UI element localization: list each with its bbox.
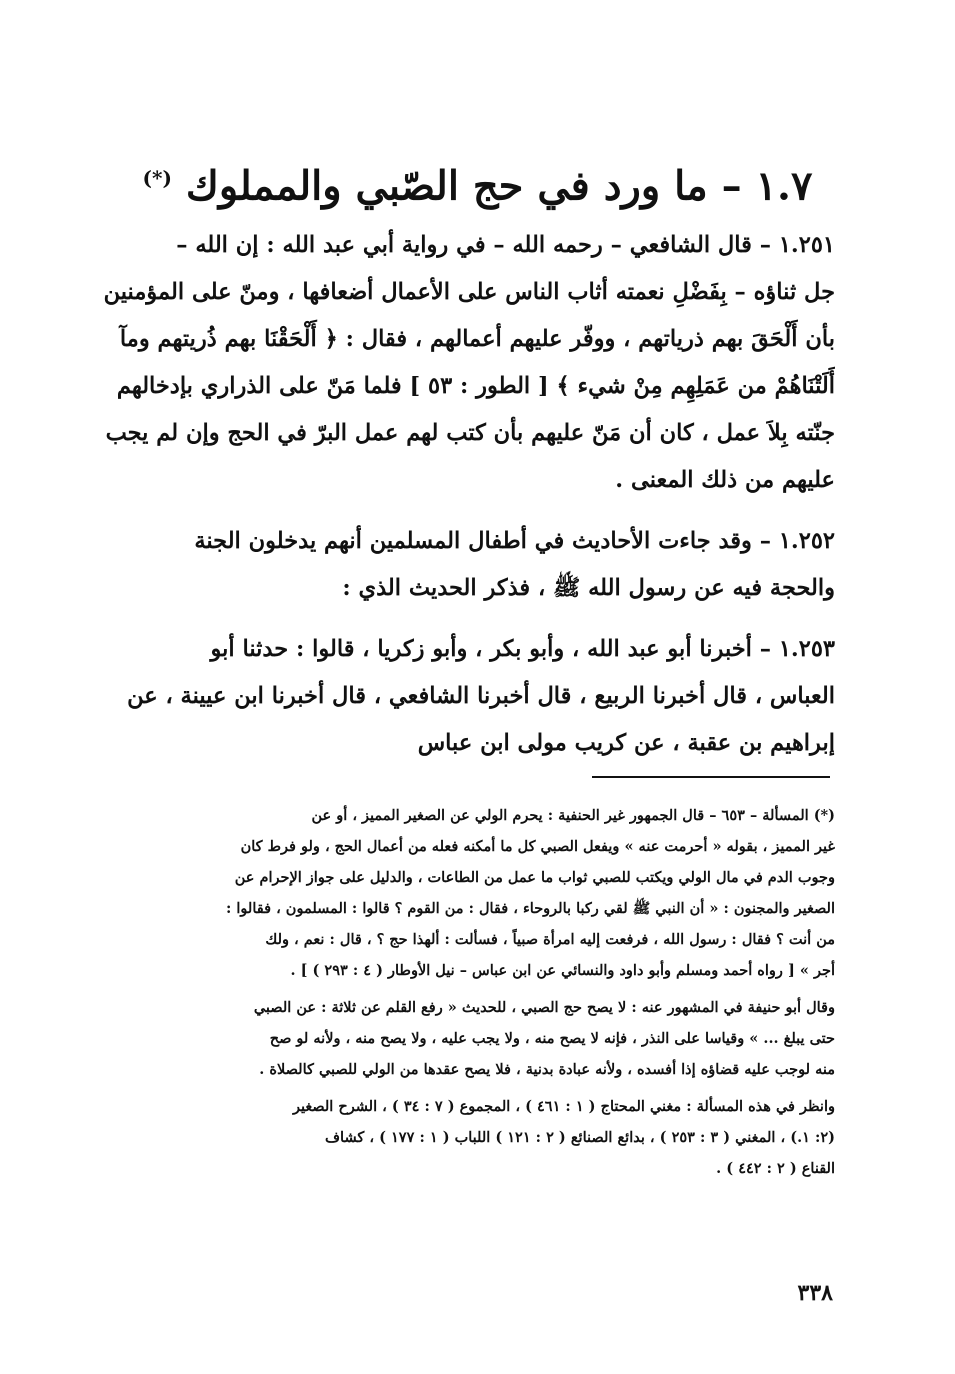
footnote-line: حتى يبلغ ... » وقياسا على النذر ، فإنه لا يصح منه ، ولا يجب عليه ، ولا يصح منه ، ولأنه لو صح [269, 1030, 835, 1047]
footnote-line: وانظر في هذه المسألة : مغني المحتاج ( ١ : ٤٦١ ) ، المجموع ( ٧ : ٣٤ ) ، الشرح الصغير [292, 1098, 835, 1115]
footnote-line: من أنت ؟ فقال : رسول الله ، فرفعت إليه امرأة صبياً ، فسألت : ألهذا حج ؟ ، قال : نعم ، ولك [265, 931, 835, 948]
page-number: ٣٣٨ [797, 1280, 833, 1306]
main-line: عليهم من ذلك المعنى . [615, 467, 835, 493]
footnote-line: منه لوجب عليه قضاؤه إذا أفسده ، ولأنه عبادة بدنية ، فلا يصح عقدها من الولي للصبي كالصلاة . [259, 1061, 835, 1078]
main-line: العباس ، قال أخبرنا الربيع ، قال أخبرنا الشافعي ، قال أخبرنا ابن عيينة ، عن [127, 683, 835, 709]
main-line: إبراهيم بن عقبة ، عن كريب مولى ابن عباس [417, 730, 835, 756]
footnote-line: أجر » [ رواه أحمد ومسلم وأبو داود والنسائي عن ابن عباس – نيل الأوطار ( ٤ : ٢٩٣ ) ] . [290, 962, 835, 979]
footnote-line: الصغير والمجنون : « أن النبي ﷺ لقي ركبا بالروحاء ، فقال : من القوم ؟ قالوا : المسلمون ، فقالوا : [226, 900, 835, 917]
footnote-separator [592, 776, 830, 778]
main-line: أَلَتْنَاهُمْ من عَمَلِهِم مِنْ شيء ﴾ [ الطور : ٥٣ ] فلما مَنّ على الذراري بإدخالهم [116, 373, 835, 399]
main-text [100, 222, 835, 767]
main-line: ١.٢٥٣ – أخبرنا أبو عبد الله ، وأبو بكر ، وأبو زكريا ، قالوا : حدثنا أبو [210, 636, 835, 662]
paragraph-gap [100, 504, 835, 518]
main-line: ١.٢٥٢ – وقد جاءت الأحاديث في أطفال المسلمين أنهم يدخلون الجنة [194, 528, 835, 554]
footnote-line: غير المميز ، بقوله « أحرمت عنه » ويفعل الصبي كل ما أمكنه فعله من أعمال الحج ، ولو فرط كان [240, 838, 835, 855]
main-line: والحجة فيه عن رسول الله ﷺ ، فذكر الحديث الذي : [342, 575, 835, 601]
chapter-title: ١.٧ – ما ورد في حج الصّبي والمملوك [185, 162, 813, 210]
footnote-line: وقال أبو حنيفة في المشهور عنه : لا يصح حج الصبي ، للحديث « رفع القلم عن ثلاثة : عن الصبي [253, 999, 835, 1016]
footnote-line: وجوب الدم في مال الولي ويكتب للصبي ثواب ما عمل من الطاعات ، والدليل على جواز الإحرام عن [234, 869, 835, 886]
footnote-line: (٢: ١.) ، المغني ( ٣ : ٢٥٣ ) ، بدائع الصنائع ( ٢ : ١٢١ ) اللباب ( ١ : ١٧٧ ) ، كشاف [325, 1129, 835, 1146]
footnote-line: القناع ( ٢ : ٤٤٢ ) . [716, 1160, 835, 1177]
main-line: ١.٢٥١ – قال الشافعي – رحمه الله – في رواية أبي عبد الله : إن الله – [176, 232, 835, 258]
main-line: جل ثناؤه – بِفَضْلِ نعمته أثاب الناس على الأعمال أضعافها ، ومنّ على المؤمنين [103, 279, 835, 305]
footnote-line: (*) المسألة – ٦٥٣ – قال الجمهور غير الحنفية : يحرم الولي عن الصغير المميز ، أو عن [311, 807, 835, 824]
main-line: بأن أَلْحَقَ بهم ذرياتهم ، ووفّر عليهم أعمالهم ، فقال : ﴿ أَلْحَقْنَا بهم ذُريتهم ومآ [119, 326, 835, 352]
main-line: جنّته بِلاَ عمل ، كان أن مَنّ عليهم بأن كتب لهم عمل البرّ في الحج وإن لم يجب [105, 420, 835, 446]
footnote-marker: (*) [142, 166, 172, 190]
footnotes [100, 800, 835, 1184]
chapter-heading [120, 148, 835, 216]
paragraph-gap [100, 612, 835, 626]
